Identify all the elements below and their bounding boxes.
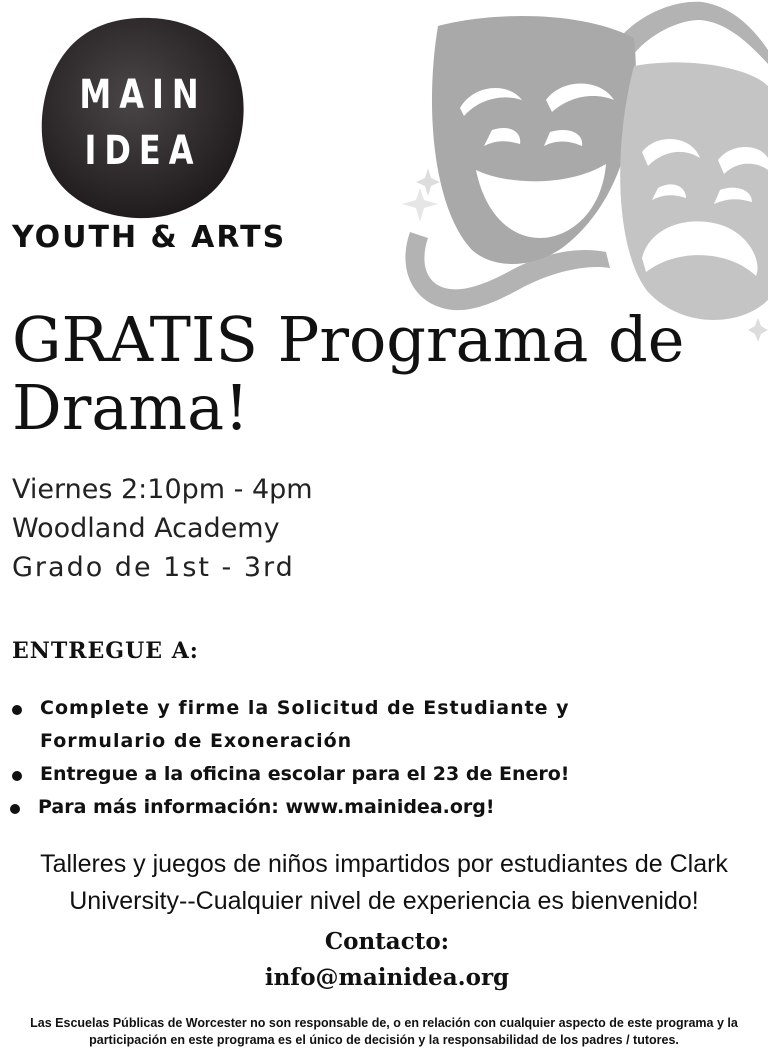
logo-line-idea: IDEA: [84, 128, 202, 174]
theater-masks-icon: [380, 0, 768, 350]
program-grade: Grado de 1st - 3rd: [12, 552, 295, 583]
tagline: YOUTH & ARTS: [12, 220, 287, 255]
bullet-icon: [10, 804, 20, 814]
list-item-line: Formulario de Exoneración: [40, 730, 353, 752]
program-location: Woodland Academy: [12, 513, 280, 544]
list-item: Para más información: www.mainidea.org!: [38, 796, 495, 818]
disclaimer: Las Escuelas Públicas de Worcester no son responsable de, o en relación con cualquier aspecto de este programa y la participación en este programa es el único de decisión y la responsabilidad de los padres / tutores.: [30, 1016, 738, 1047]
contact-label: Contacto:: [324, 928, 450, 955]
bullet-icon: [12, 771, 22, 781]
program-day-time: Viernes 2:10pm - 4pm: [12, 474, 313, 505]
list-item-line: Complete y firme la Solicitud de Estudiante y: [40, 697, 570, 719]
logo-line-main: MAIN: [79, 72, 207, 118]
main-idea-logo: [40, 14, 246, 222]
contact-email: info@mainidea.org: [264, 964, 510, 991]
submit-heading: ENTREGUE A:: [12, 638, 199, 664]
page-title: GRATIS Programa de Drama!: [12, 303, 685, 444]
bullet-icon: [12, 705, 22, 715]
workshops-description: Talleres y juegos de niños impartidos por estudiantes de Clark University--Cualquier nivel de experiencia es bienvenido!: [40, 850, 728, 915]
list-item: Entregue a la oficina escolar para el 23 de Enero!: [40, 763, 570, 785]
